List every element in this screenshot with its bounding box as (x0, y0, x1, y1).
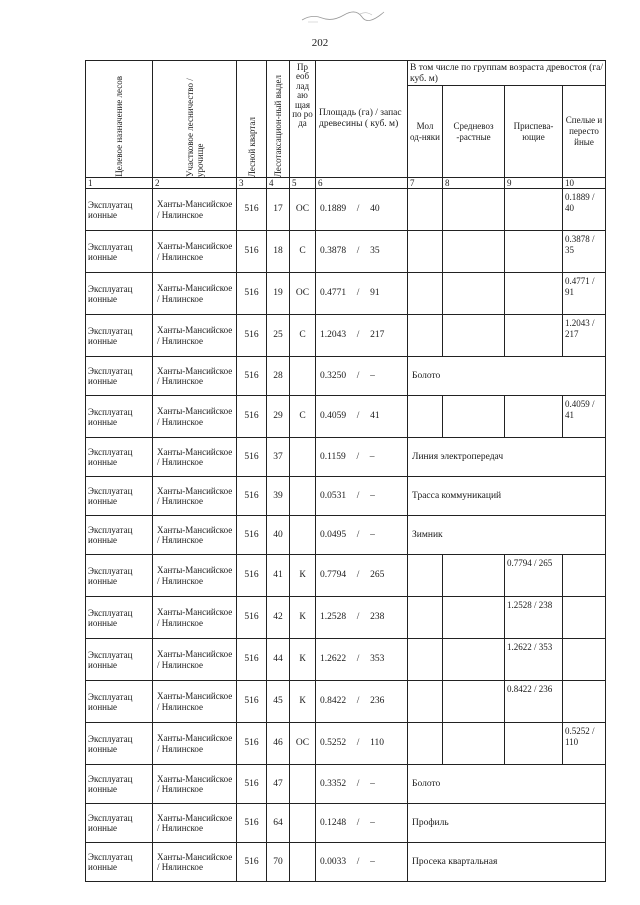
slash-separator: / (356, 529, 360, 540)
area-stock-cell (316, 273, 408, 315)
table-row (86, 597, 606, 639)
purpose-cell: Эксплуатац ионные (86, 231, 153, 273)
allotment-cell: 29 (267, 396, 290, 438)
area-value: 0.8422 (320, 696, 347, 706)
species-cell: С (290, 315, 316, 357)
table-row (86, 396, 606, 438)
middle-cell (443, 723, 505, 765)
quarter-cell: 516 (237, 804, 267, 843)
species-cell: ОС (290, 723, 316, 765)
area-stock-cell (316, 804, 408, 843)
species-cell: С (290, 396, 316, 438)
allotment-cell: 25 (267, 315, 290, 357)
table-row (86, 639, 606, 681)
young-cell (408, 273, 443, 315)
stock-value: 236 (370, 696, 385, 706)
allotment-cell: 64 (267, 804, 290, 843)
area-value: 0.0531 (320, 490, 347, 501)
area-value: 0.7794 (320, 570, 347, 580)
forestry-cell: Ханты-Мансийское / Нялинское (153, 477, 237, 516)
purpose-cell: Эксплуатац ионные (86, 315, 153, 357)
purpose-cell: Эксплуатац ионные (86, 516, 153, 555)
slash-separator: / (356, 778, 360, 789)
area-stock-cell (316, 723, 408, 765)
slash-separator: / (356, 288, 360, 298)
forestry-cell: Ханты-Мансийское / Нялинское (153, 438, 237, 477)
purpose-cell: Эксплуатац ионные (86, 597, 153, 639)
quarter-cell: 516 (237, 273, 267, 315)
forestry-cell: Ханты-Мансийское / Нялинское (153, 765, 237, 804)
allotment-cell: 37 (267, 438, 290, 477)
column-number: 9 (505, 178, 563, 189)
stock-value: – (370, 490, 375, 501)
column-number-row (86, 178, 606, 189)
stock-value: 41 (370, 411, 380, 421)
middle-cell (443, 189, 505, 231)
column-number: 2 (153, 178, 237, 189)
area-value: 0.0033 (320, 856, 347, 867)
forestry-cell: Ханты-Мансийское / Нялинское (153, 396, 237, 438)
header-forestry: Участковое лесничество / урочище (153, 61, 237, 178)
forestry-cell: Ханты-Мансийское / Нялинское (153, 843, 237, 882)
middle-cell (443, 315, 505, 357)
slash-separator: / (356, 817, 360, 828)
allotment-cell: 70 (267, 843, 290, 882)
middle-cell (443, 681, 505, 723)
forestry-cell: Ханты-Мансийское / Нялинское (153, 597, 237, 639)
slash-separator: / (356, 654, 360, 664)
young-cell (408, 597, 443, 639)
slash-separator: / (356, 204, 360, 214)
allotment-cell: 17 (267, 189, 290, 231)
allotment-cell: 46 (267, 723, 290, 765)
forest-allotment-table (85, 60, 606, 882)
stock-value: – (370, 529, 375, 540)
young-cell (408, 639, 443, 681)
middle-cell (443, 597, 505, 639)
purpose-cell: Эксплуатац ионные (86, 723, 153, 765)
area-value: 0.1248 (320, 817, 347, 828)
stock-value: – (370, 370, 375, 381)
species-cell: К (290, 681, 316, 723)
species-cell: К (290, 597, 316, 639)
purpose-cell: Эксплуатац ионные (86, 681, 153, 723)
middle-cell (443, 396, 505, 438)
column-number: 7 (408, 178, 443, 189)
page-number: 202 (311, 37, 329, 49)
forestry-cell: Ханты-Мансийское / Нялинское (153, 189, 237, 231)
stock-value: – (369, 451, 375, 462)
column-number: 5 (290, 178, 316, 189)
slash-separator: / (356, 490, 360, 501)
header-middle: Средневоз -растные (443, 86, 505, 178)
young-cell (408, 396, 443, 438)
slash-separator: / (356, 246, 360, 256)
species-cell (290, 804, 316, 843)
stock-value: 217 (370, 330, 385, 340)
young-cell (408, 189, 443, 231)
purpose-cell: Эксплуатац ионные (86, 804, 153, 843)
species-cell: ОС (290, 189, 316, 231)
area-value: 0.1159 (320, 451, 346, 462)
header-age-groups: В том числе по группам возраста древостоя (га/ куб. м) (408, 61, 606, 86)
mature-cell (563, 639, 606, 681)
area-value: 0.0495 (320, 529, 347, 540)
area-stock-cell (316, 639, 408, 681)
forestry-cell: Ханты-Мансийское / Нялинское (153, 639, 237, 681)
table-row (86, 273, 606, 315)
slash-separator: / (356, 612, 360, 622)
premature-cell (505, 396, 563, 438)
quarter-cell: 516 (237, 231, 267, 273)
table-row (86, 843, 606, 882)
mature-cell: 1.2043 / 217 (563, 315, 606, 357)
slash-separator: / (356, 411, 360, 421)
area-stock-cell (316, 189, 408, 231)
slash-separator: / (356, 738, 360, 748)
land-category-cell: Профиль (408, 804, 606, 843)
allotment-cell: 41 (267, 555, 290, 597)
premature-cell (505, 315, 563, 357)
land-category-cell: Зимник (408, 516, 606, 555)
column-number: 3 (237, 178, 267, 189)
mature-cell: 0.3878 / 35 (563, 231, 606, 273)
quarter-cell: 516 (237, 477, 267, 516)
purpose-cell: Эксплуатац ионные (86, 438, 153, 477)
purpose-cell: Эксплуатац ионные (86, 639, 153, 681)
area-stock-cell (316, 681, 408, 723)
table-row (86, 231, 606, 273)
stock-value: 238 (370, 612, 385, 622)
premature-cell (505, 231, 563, 273)
slash-separator: / (356, 696, 360, 706)
purpose-cell: Эксплуатац ионные (86, 357, 153, 396)
header-premature: Приспева-ющие (505, 86, 563, 178)
stock-value: 265 (370, 570, 385, 580)
table-row (86, 315, 606, 357)
area-value: 1.2043 (320, 330, 347, 340)
stock-value: 110 (370, 738, 385, 748)
forestry-cell: Ханты-Мансийское / Нялинское (153, 723, 237, 765)
species-cell (290, 438, 316, 477)
forestry-cell: Ханты-Мансийское / Нялинское (153, 315, 237, 357)
allotment-cell: 40 (267, 516, 290, 555)
middle-cell (443, 555, 505, 597)
area-stock-cell (316, 597, 408, 639)
middle-cell (443, 231, 505, 273)
allotment-cell: 45 (267, 681, 290, 723)
premature-cell: 1.2622 / 353 (505, 639, 563, 681)
area-value: 1.2622 (320, 654, 347, 664)
forestry-cell: Ханты-Мансийское / Нялинское (153, 681, 237, 723)
column-number: 1 (86, 178, 153, 189)
quarter-cell: 516 (237, 315, 267, 357)
quarter-cell: 516 (237, 438, 267, 477)
species-cell: К (290, 639, 316, 681)
table-row (86, 723, 606, 765)
premature-cell: 1.2528 / 238 (505, 597, 563, 639)
allotment-cell: 39 (267, 477, 290, 516)
quarter-cell: 516 (237, 843, 267, 882)
column-number: 4 (267, 178, 290, 189)
area-stock-cell (316, 516, 408, 555)
area-stock-cell (316, 438, 408, 477)
quarter-cell: 516 (237, 639, 267, 681)
land-category-cell: Трасса коммуникаций (408, 477, 606, 516)
mature-cell (563, 681, 606, 723)
table-row (86, 681, 606, 723)
stock-value: 40 (370, 204, 380, 214)
header-allotment: Лесотаксацион-ный выдел (267, 61, 290, 178)
middle-cell (443, 639, 505, 681)
stock-value: 91 (370, 288, 380, 298)
stock-value: – (370, 856, 375, 867)
premature-cell (505, 723, 563, 765)
slash-separator: / (356, 330, 360, 340)
purpose-cell: Эксплуатац ионные (86, 189, 153, 231)
land-category-cell: Болото (408, 357, 606, 396)
mature-cell: 0.1889 / 40 (563, 189, 606, 231)
young-cell (408, 315, 443, 357)
area-stock-cell (316, 315, 408, 357)
premature-cell (505, 273, 563, 315)
slash-separator: / (356, 570, 360, 580)
quarter-cell: 516 (237, 516, 267, 555)
table-row (86, 765, 606, 804)
stock-value: – (370, 817, 375, 828)
land-category-cell: Просека квартальная (408, 843, 606, 882)
quarter-cell: 516 (237, 681, 267, 723)
column-number: 6 (316, 178, 408, 189)
purpose-cell: Эксплуатац ионные (86, 273, 153, 315)
header-species: Пр еоб лад аю щая по ро да (290, 61, 316, 178)
area-stock-cell (316, 765, 408, 804)
forestry-cell: Ханты-Мансийское / Нялинское (153, 357, 237, 396)
middle-cell (443, 273, 505, 315)
slash-separator: / (356, 370, 360, 381)
species-cell (290, 765, 316, 804)
species-cell (290, 843, 316, 882)
young-cell (408, 555, 443, 597)
species-cell: С (290, 231, 316, 273)
young-cell (408, 723, 443, 765)
mature-cell: 0.4771 / 91 (563, 273, 606, 315)
header-quarter: Лесной квартал (237, 61, 267, 178)
table-row (86, 189, 606, 231)
header-purpose: Целевое назначение лесов (86, 61, 153, 178)
mature-cell: 0.4059 / 41 (563, 396, 606, 438)
area-value: 0.1889 (320, 204, 347, 214)
area-value: 0.3250 (320, 370, 347, 381)
header-young: Мол од-няки (408, 86, 443, 178)
quarter-cell: 516 (237, 765, 267, 804)
quarter-cell: 516 (237, 555, 267, 597)
quarter-cell: 516 (237, 597, 267, 639)
area-value: 0.4771 (320, 288, 347, 298)
area-value: 0.5252 (320, 738, 347, 748)
stock-value: 35 (370, 246, 380, 256)
area-value: 0.4059 (320, 411, 347, 421)
species-cell (290, 477, 316, 516)
forestry-cell: Ханты-Мансийское / Нялинское (153, 273, 237, 315)
quarter-cell: 516 (237, 723, 267, 765)
purpose-cell: Эксплуатац ионные (86, 765, 153, 804)
purpose-cell: Эксплуатац ионные (86, 396, 153, 438)
land-category-cell: Линия электропередач (408, 438, 606, 477)
column-number: 8 (443, 178, 505, 189)
allotment-cell: 47 (267, 765, 290, 804)
forestry-cell: Ханты-Мансийское / Нялинское (153, 231, 237, 273)
table-row (86, 804, 606, 843)
slash-separator: / (356, 451, 360, 462)
forestry-cell: Ханты-Мансийское / Нялинское (153, 804, 237, 843)
quarter-cell: 516 (237, 357, 267, 396)
allotment-cell: 42 (267, 597, 290, 639)
area-stock-cell (316, 555, 408, 597)
column-number: 10 (563, 178, 606, 189)
allotment-cell: 28 (267, 357, 290, 396)
area-value: 1.2528 (320, 612, 347, 622)
species-cell (290, 357, 316, 396)
area-value: 0.3878 (320, 246, 347, 256)
mature-cell (563, 555, 606, 597)
forestry-cell: Ханты-Мансийское / Нялинское (153, 555, 237, 597)
forestry-cell: Ханты-Мансийское / Нялинское (153, 516, 237, 555)
table-row (86, 477, 606, 516)
area-stock-cell (316, 477, 408, 516)
premature-cell: 0.8422 / 236 (505, 681, 563, 723)
purpose-cell: Эксплуатац ионные (86, 555, 153, 597)
species-cell: К (290, 555, 316, 597)
header-mature: Спелые и пересто йные (563, 86, 606, 178)
allotment-cell: 18 (267, 231, 290, 273)
stock-value: 353 (370, 654, 385, 664)
table-row (86, 516, 606, 555)
table-row (86, 438, 606, 477)
mature-cell: 0.5252 / 110 (563, 723, 606, 765)
area-stock-cell (316, 357, 408, 396)
table-row (86, 357, 606, 396)
purpose-cell: Эксплуатац ионные (86, 477, 153, 516)
area-value: 0.3352 (320, 778, 347, 789)
allotment-cell: 44 (267, 639, 290, 681)
mature-cell (563, 597, 606, 639)
premature-cell (505, 189, 563, 231)
slash-separator: / (356, 856, 360, 867)
area-stock-cell (316, 396, 408, 438)
land-category-cell: Болото (408, 765, 606, 804)
quarter-cell: 516 (237, 396, 267, 438)
quarter-cell: 516 (237, 189, 267, 231)
table-row (86, 555, 606, 597)
young-cell (408, 681, 443, 723)
header-area: Площадь (га) / запас древесины ( куб. м) (316, 61, 408, 178)
allotment-cell: 19 (267, 273, 290, 315)
species-cell (290, 516, 316, 555)
scan-smudge (300, 10, 395, 24)
purpose-cell: Эксплуатац ионные (86, 843, 153, 882)
area-stock-cell (316, 843, 408, 882)
species-cell: ОС (290, 273, 316, 315)
stock-value: – (370, 778, 375, 789)
premature-cell: 0.7794 / 265 (505, 555, 563, 597)
area-stock-cell (316, 231, 408, 273)
young-cell (408, 231, 443, 273)
